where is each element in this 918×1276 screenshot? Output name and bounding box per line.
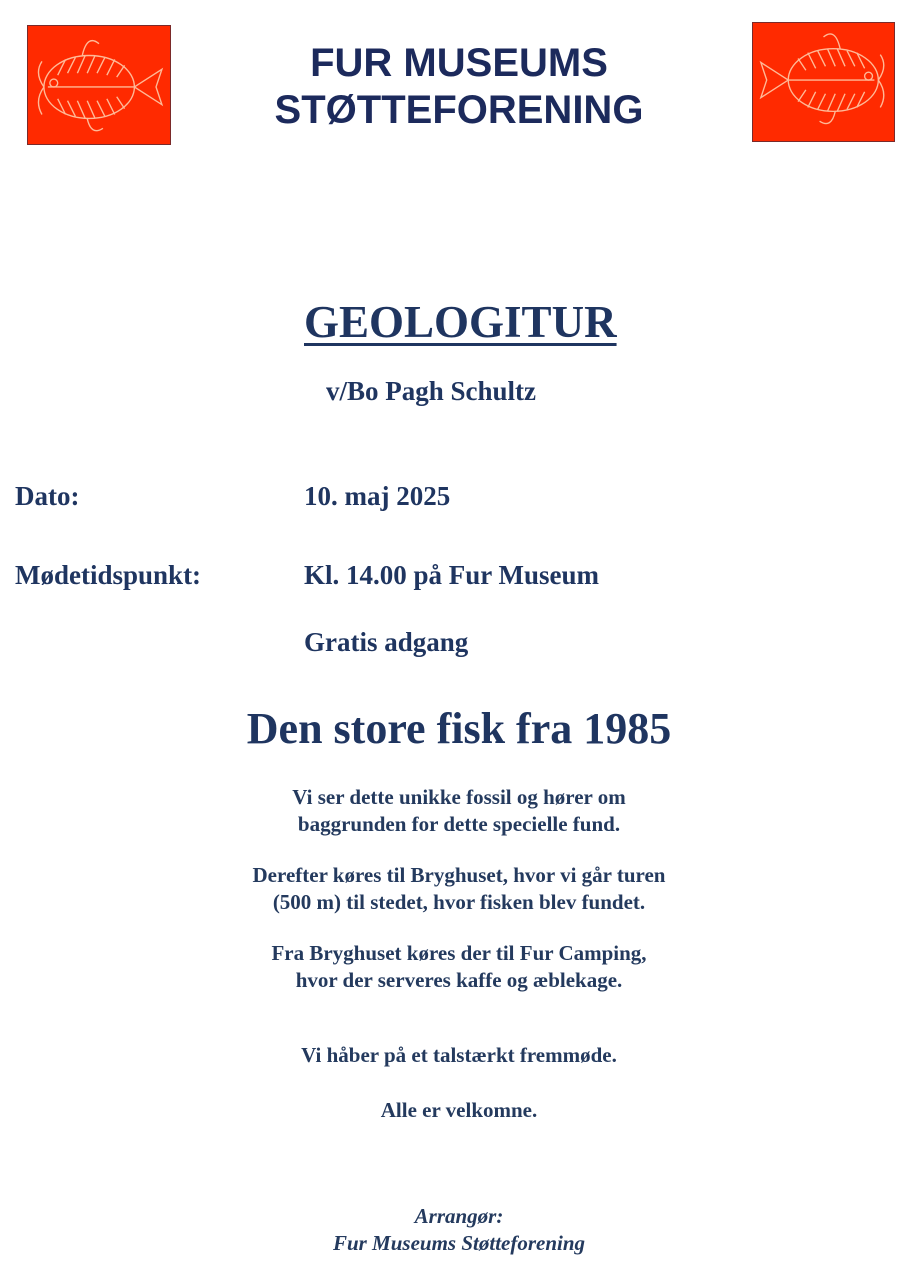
organizer [0,1203,918,1257]
event-title: GEOLOGITUR [304,297,617,347]
paragraph-line: Fra Bryghuset køres der til Fur Camping, [271,941,647,965]
org-title [0,40,918,134]
paragraph-5 [0,1097,918,1124]
date-value: 10. maj 2025 [304,481,451,511]
paragraph-line: (500 m) til stedet, hvor fisken blev fundet. [272,890,646,914]
paragraph-line: Derefter køres til Bryghuset, hvor vi går turen [252,863,666,887]
paragraph-3 [0,940,918,994]
organizer-label: Arrangør: [414,1204,504,1228]
paragraph-4 [0,1042,918,1069]
meeting-label: Mødetidspunkt: [15,560,202,590]
paragraph-1 [0,784,918,838]
org-title-line1: FUR MUSEUMS [310,41,608,85]
paragraph-line: Vi håber på et talstærkt fremmøde. [301,1043,617,1067]
meeting-value: Kl. 14.00 på Fur Museum [304,560,600,590]
headline: Den store fisk fra 1985 [246,704,672,753]
paragraph-line: hvor der serveres kaffe og æblekage. [295,968,623,992]
organizer-name: Fur Museums Støtteforening [332,1231,586,1255]
admission-text: Gratis adgang [304,627,469,657]
paragraph-line: Alle er velkomne. [380,1098,538,1122]
org-title-line2: STØTTEFORENING [274,88,644,132]
event-speaker: v/Bo Pagh Schultz [326,376,537,406]
paragraph-2 [0,862,918,916]
paragraph-line: baggrunden for dette specielle fund. [297,812,621,836]
paragraph-line: Vi ser dette unikke fossil og hører om [292,785,626,809]
date-label: Dato: [15,481,80,511]
